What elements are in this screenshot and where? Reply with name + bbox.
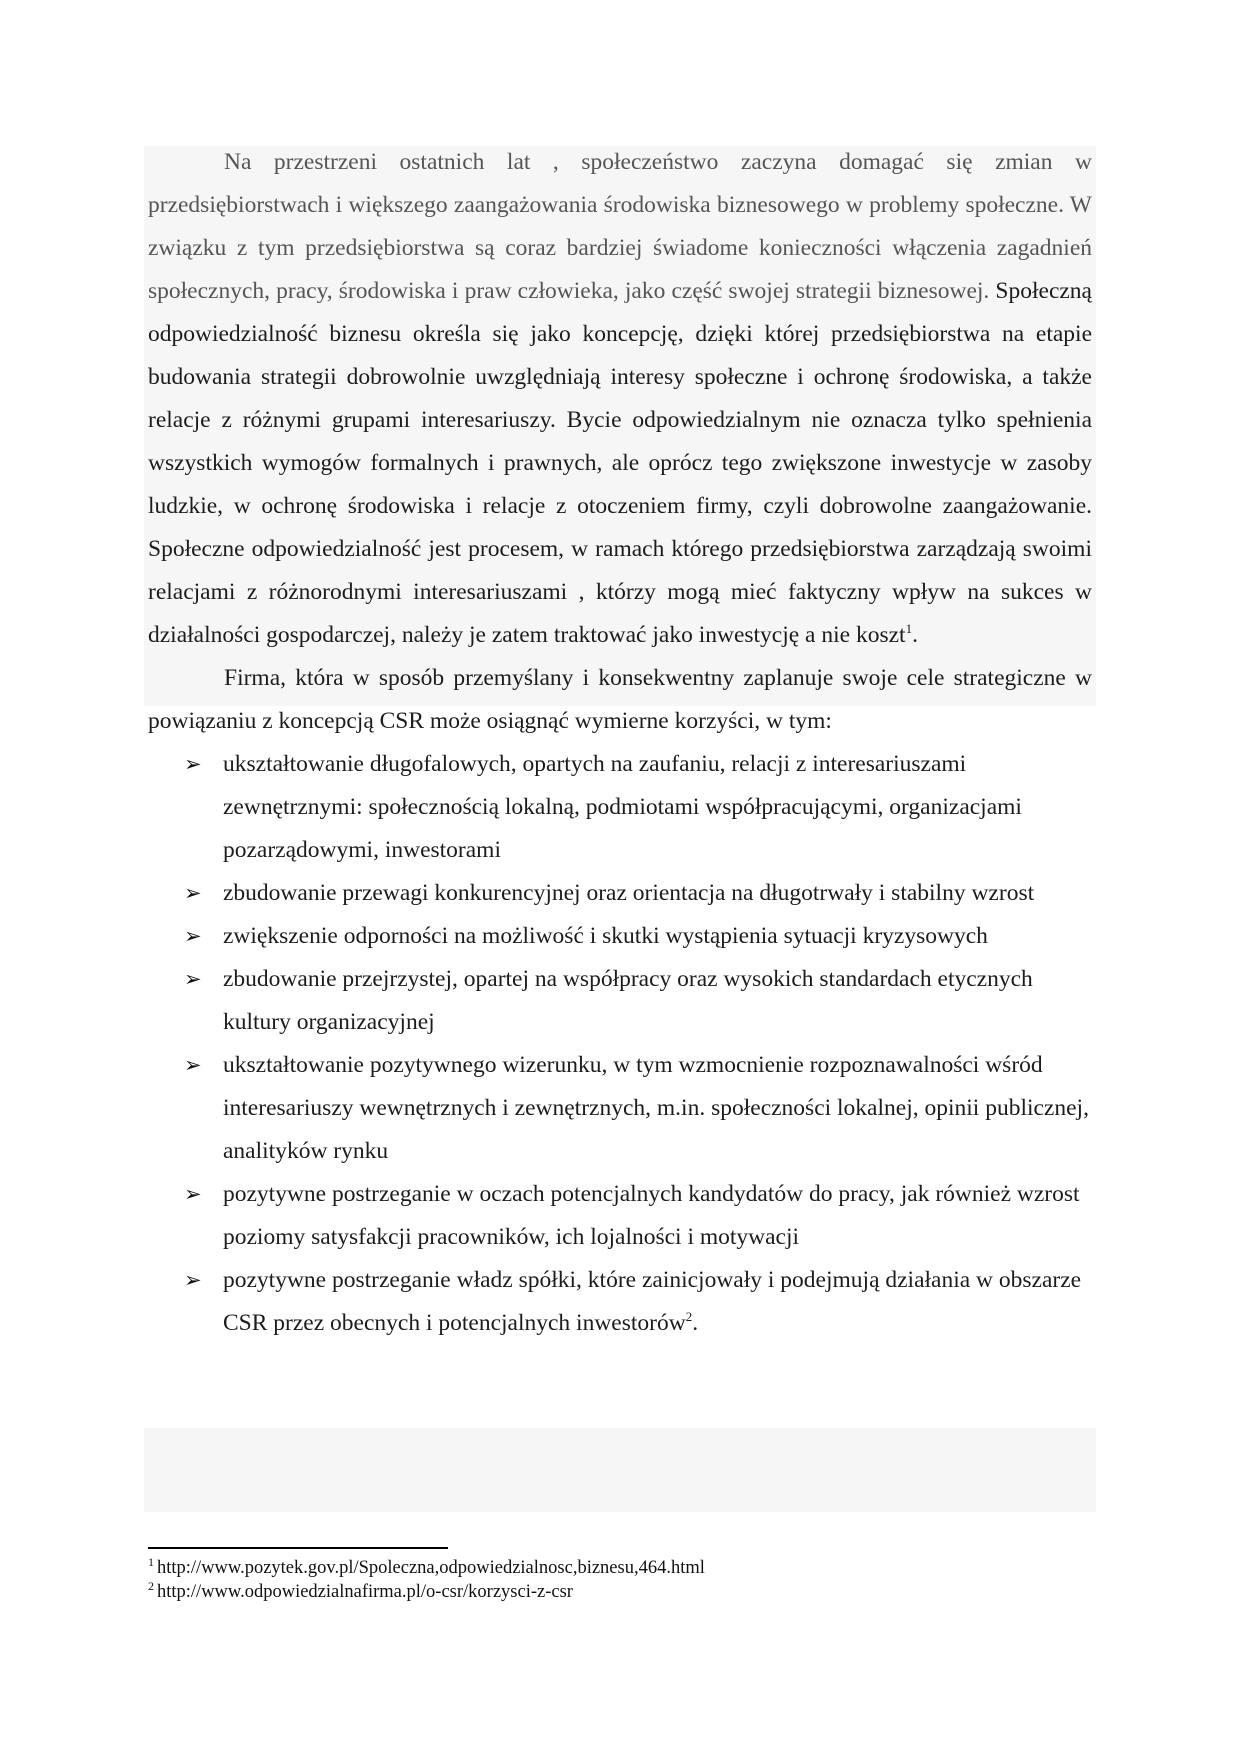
list-item: [148, 872, 1092, 915]
paragraph-benefits-intro: Firma, która w sposób przemyślany i konsekwentny zaplanuje swoje cele strategiczne w powiązaniu z koncepcją CSR może osiągnąć wymierne korzyści, w tym:: [148, 665, 1092, 734]
list-item: [148, 1173, 1092, 1259]
list-item-text: zwiększenie odporności na możliwość i skutki wystąpienia sytuacji kryzysowych: [223, 923, 988, 949]
list-item: [148, 1259, 1092, 1345]
list-item-text: ukształtowanie pozytywnego wizerunku, w tym wzmocnienie rozpoznawalności wśród interesariuszy wewnętrznych i zewnętrznych, m.in. społeczności lokalnej, opinii publicznej, analityków rynku: [223, 1052, 1089, 1164]
document-body: [148, 141, 1092, 1345]
footnote-ref-1: 1: [905, 621, 913, 637]
arrow-bullet-icon: ➢: [184, 967, 202, 991]
paragraph-intro-period: .: [912, 622, 918, 648]
list-item: [148, 915, 1092, 958]
paragraph-intro-grey: Na przestrzeni ostatnich lat , społeczeństwo zaczyna domagać się zmian w przedsiębiorstwach i większego zaangażowania środowiska biznesowego w problemy społeczne. W związku z tym przedsiębiorstwa są coraz bardziej świadome konieczności włączenia zagadnień społecznych, pracy, środowiska i praw człowieka, jako część swojej strategii biznesowej.: [148, 149, 1092, 304]
arrow-bullet-icon: ➢: [184, 881, 202, 905]
list-item-text: zbudowanie przejrzystej, opartej na współpracy oraz wysokich standardach etycznych kultury organizacyjnej: [223, 966, 1033, 1035]
list-item-text: ukształtowanie długofalowych, opartych na zaufaniu, relacji z interesariuszami zewnętrznymi: społecznością lokalną, podmiotami współpracującymi, organizacjami pozarządowymi, inwestorami: [223, 751, 1022, 863]
list-item-text: pozytywne postrzeganie władz spółki, które zainicjowały i podejmują działania w obszarze CSR przez obecnych i potencjalnych inwestorów: [223, 1267, 1082, 1336]
footnote-number: 1: [148, 1554, 154, 1569]
arrow-bullet-icon: ➢: [184, 1182, 202, 1206]
footnote-number: 2: [148, 1578, 154, 1593]
footnotes: [148, 1556, 1048, 1604]
arrow-bullet-icon: ➢: [184, 1053, 202, 1077]
benefits-list: [148, 743, 1092, 1345]
arrow-bullet-icon: ➢: [184, 924, 202, 948]
footnote-link[interactable]: http://www.pozytek.gov.pl/Spoleczna,odpowiedzialnosc,biznesu,464.html: [157, 1558, 705, 1578]
footnote-link[interactable]: http://www.odpowiedzialnafirma.pl/o-csr/korzysci-z-csr: [157, 1582, 573, 1602]
arrow-bullet-icon: ➢: [184, 752, 202, 776]
list-item: [148, 1044, 1092, 1173]
list-item-text: zbudowanie przewagi konkurencyjnej oraz orientacja na długotrwały i stabilny wzrost: [223, 880, 1035, 906]
list-item: [148, 743, 1092, 872]
highlight-block-bottom: [144, 1428, 1096, 1512]
footnote-ref-2: 2: [685, 1309, 693, 1325]
footnote-2: [148, 1580, 1048, 1604]
footnote-1: [148, 1556, 1048, 1580]
list-item-text: pozytywne postrzeganie w oczach potencjalnych kandydatów do pracy, jak również wzrost poziomy satysfakcji pracowników, ich lojalności i motywacji: [223, 1181, 1080, 1250]
paragraph-intro-dark: Społeczną odpowiedzialność biznesu określa się jako koncepcję, dzięki której przedsiębiorstwa na etapie budowania strategii dobrowolnie uwzględniają interesy społeczne i ochronę środowiska, a także relacje z różnymi grupami interesariuszy. Bycie odpowiedzialnym nie oznacza tylko spełnienia wszystkich wymogów formalnych i prawnych, ale oprócz tego zwiększone inwestycje w zasoby ludzkie, w ochronę środowiska i relacje z otoczeniem firmy, czyli dobrowolne zaangażowanie. Społeczne odpowiedzialność jest procesem, w ramach którego przedsiębiorstwa zarządzają swoimi relacjami z różnorodnymi interesariuszami , którzy mogą mieć faktyczny wpływ na sukces w działalności gospodarczej, należy je zatem traktować jako inwestycję a nie koszt: [148, 278, 1092, 648]
list-item: [148, 958, 1092, 1044]
list-item-period: .: [692, 1310, 699, 1336]
arrow-bullet-icon: ➢: [184, 1268, 202, 1292]
paragraph-intro: [148, 141, 1092, 657]
footnote-separator: [148, 1547, 448, 1549]
